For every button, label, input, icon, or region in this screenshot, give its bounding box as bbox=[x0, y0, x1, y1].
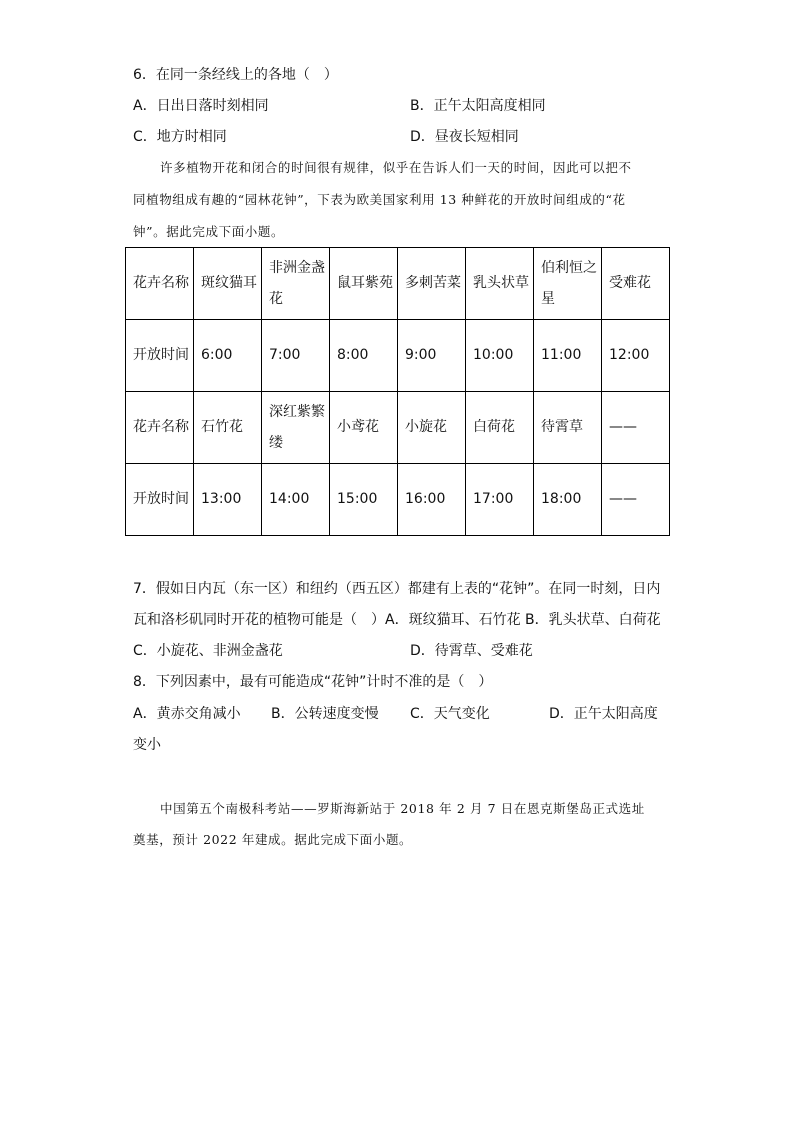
q7-line1: 7．假如日内瓦（东一区）和纽约（西五区）都建有上表的“花钟”。在同一时刻，日内 bbox=[133, 581, 661, 597]
intro2-line2: 奠基，预计 2022 年建成。据此完成下面小题。 bbox=[133, 832, 413, 847]
q6-option-d: D．昼夜长短相同 bbox=[410, 129, 519, 145]
table-cell: 6:00 bbox=[194, 320, 262, 392]
table-cell: 乳头状草 bbox=[466, 248, 534, 320]
table-cell: 开放时间 bbox=[126, 320, 194, 392]
table-cell: 受难花 bbox=[602, 248, 670, 320]
table-cell: 花卉名称 bbox=[126, 392, 194, 464]
table-cell: 多刺苦菜 bbox=[398, 248, 466, 320]
table-cell: 小旋花 bbox=[398, 392, 466, 464]
table-row bbox=[126, 392, 670, 464]
table-cell: 7:00 bbox=[262, 320, 330, 392]
table-cell: 13:00 bbox=[194, 464, 262, 536]
table-cell: 石竹花 bbox=[194, 392, 262, 464]
q6-option-b: B．正午太阳高度相同 bbox=[410, 98, 546, 114]
q6-option-a: A．日出日落时刻相同 bbox=[133, 98, 269, 114]
table-cell: 8:00 bbox=[330, 320, 398, 392]
intro1-line3: 钟”。据此完成下面小题。 bbox=[133, 224, 285, 239]
q8-stem: 8．下列因素中，最有可能造成“花钟”计时不准的是（ ） bbox=[133, 674, 493, 690]
table-cell: 花卉名称 bbox=[126, 248, 194, 320]
q8-option-b: B．公转速度变慢 bbox=[271, 706, 379, 722]
table-cell: 斑纹猫耳 bbox=[194, 248, 262, 320]
table-row bbox=[126, 248, 670, 320]
table-cell: 待霄草 bbox=[534, 392, 602, 464]
table-cell: 16:00 bbox=[398, 464, 466, 536]
table-cell: 12:00 bbox=[602, 320, 670, 392]
q8-option-d: D．正午太阳高度 bbox=[549, 706, 658, 722]
intro1-line2: 同植物组成有趣的“园林花钟”，下表为欧美国家利用 13 种鲜花的开放时间组成的“花 bbox=[133, 192, 626, 207]
table-cell: 白荷花 bbox=[466, 392, 534, 464]
q8-option-a: A．黄赤交角减小 bbox=[133, 706, 241, 722]
table-row bbox=[126, 320, 670, 392]
table-cell: —— bbox=[602, 392, 670, 464]
table-cell: 鼠耳紫苑 bbox=[330, 248, 398, 320]
table-cell: 11:00 bbox=[534, 320, 602, 392]
table-cell: 10:00 bbox=[466, 320, 534, 392]
intro2-line1: 中国第五个南极科考站——罗斯海新站于 2018 年 2 月 7 日在恩克斯堡岛正式选址 bbox=[160, 801, 645, 816]
table-cell: 15:00 bbox=[330, 464, 398, 536]
q8-option-c: C．天气变化 bbox=[410, 706, 490, 722]
table-cell: 伯利恒之星 bbox=[534, 248, 602, 320]
q7-line2: 瓦和洛杉矶同时开花的植物可能是（ ）A．斑纹猫耳、石竹花 B．乳头状草、白荷花 bbox=[133, 612, 661, 628]
table-cell: 深红紫繁缕 bbox=[262, 392, 330, 464]
q6-stem: 6．在同一条经线上的各地（ ） bbox=[133, 67, 338, 83]
q8-option-d-continued: 变小 bbox=[133, 737, 161, 753]
table-cell: —— bbox=[602, 464, 670, 536]
flower-clock-table bbox=[125, 247, 670, 536]
table-cell: 14:00 bbox=[262, 464, 330, 536]
q7-option-c: C．小旋花、非洲金盏花 bbox=[133, 643, 283, 659]
table-cell: 非洲金盏花 bbox=[262, 248, 330, 320]
q6-option-c: C．地方时相同 bbox=[133, 129, 227, 145]
intro1-line1: 许多植物开花和闭合的时间很有规律，似乎在告诉人们一天的时间，因此可以把不 bbox=[160, 160, 632, 175]
q7-option-d: D．待霄草、受难花 bbox=[410, 643, 533, 659]
table-row bbox=[126, 464, 670, 536]
table-cell: 18:00 bbox=[534, 464, 602, 536]
table-cell: 小鸢花 bbox=[330, 392, 398, 464]
table-cell: 17:00 bbox=[466, 464, 534, 536]
table-cell: 9:00 bbox=[398, 320, 466, 392]
table-cell: 开放时间 bbox=[126, 464, 194, 536]
